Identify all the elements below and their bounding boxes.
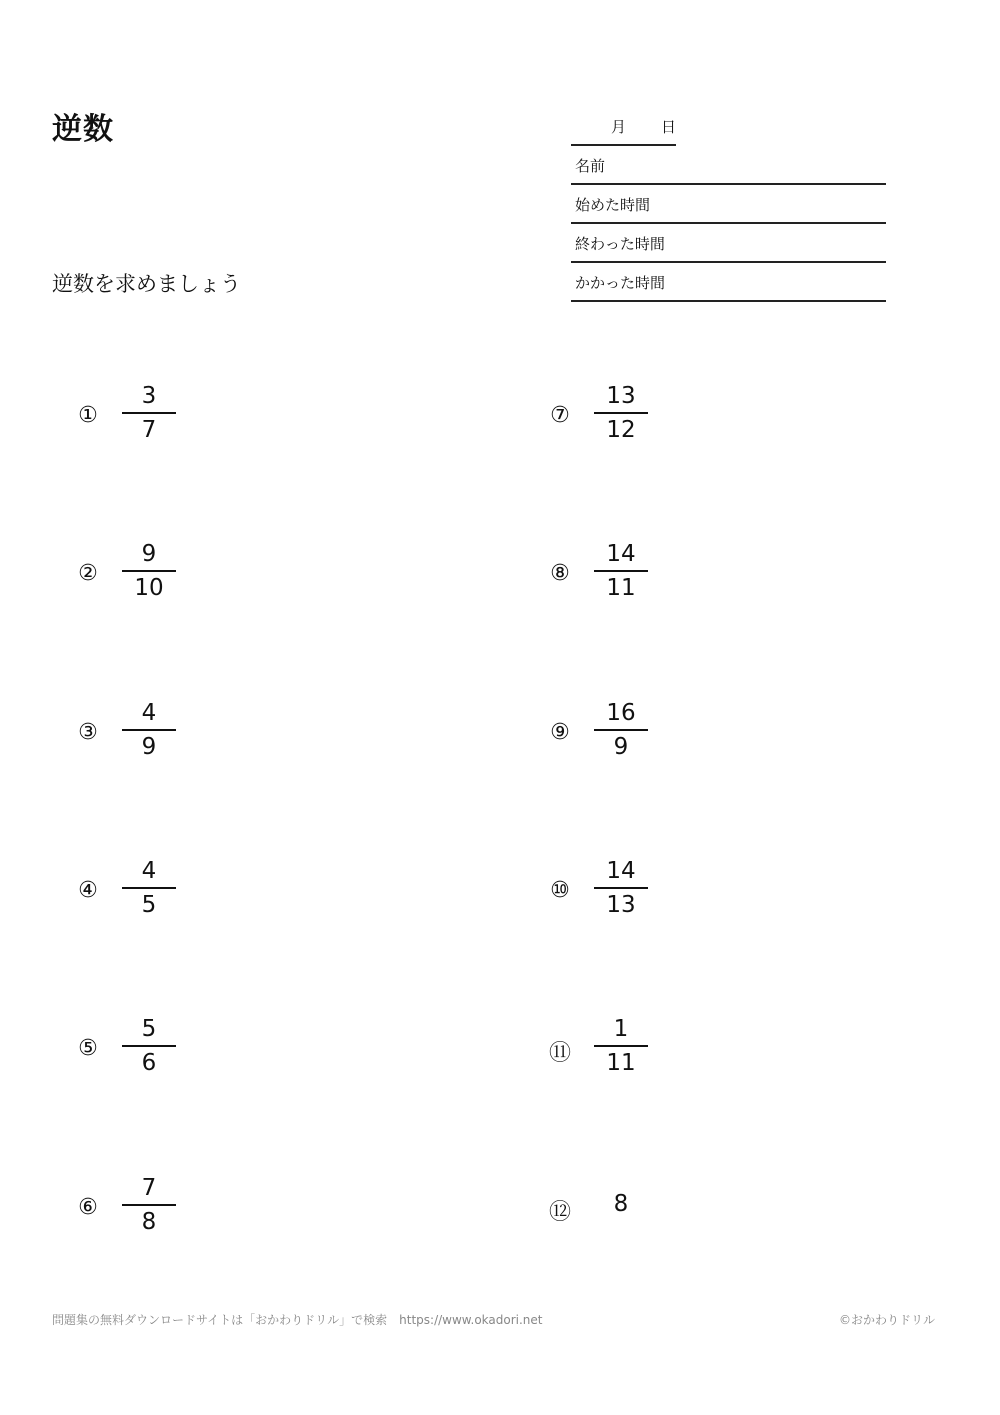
numerator: 5 [141, 1016, 157, 1042]
end-time-label: 終わった時間 [575, 235, 665, 253]
denominator: 10 [134, 575, 164, 601]
problem-12 [545, 1173, 745, 1243]
name-label: 名前 [575, 157, 606, 175]
problem-number: ⑫ [548, 1200, 571, 1225]
fraction-bar [594, 570, 648, 572]
problem-5 [73, 1014, 273, 1084]
fraction [122, 381, 176, 445]
denominator: 6 [141, 1050, 157, 1076]
fraction [122, 1014, 176, 1078]
fraction-bar [122, 1204, 176, 1206]
numerator: 14 [606, 858, 636, 884]
numerator: 9 [141, 541, 157, 567]
fraction-bar [122, 887, 176, 889]
name-field [571, 145, 886, 185]
denominator: 8 [141, 1209, 157, 1235]
numerator: 4 [141, 700, 157, 726]
numerator: 1 [613, 1016, 629, 1042]
fraction-bar [122, 1045, 176, 1047]
instruction-text: 逆数を求めましょう [52, 272, 241, 296]
fraction-bar [594, 1045, 648, 1047]
problem-number: ⑨ [550, 720, 570, 745]
numerator: 16 [606, 700, 636, 726]
numerator: 4 [141, 858, 157, 884]
fraction-bar [594, 887, 648, 889]
page-title: 逆数 [52, 112, 114, 147]
problem-6 [73, 1173, 273, 1243]
fraction-bar [594, 729, 648, 731]
start-time-field [571, 184, 886, 224]
whole-number: 8 [613, 1191, 629, 1217]
footer-copyright: ©おかわりドリル [838, 1313, 935, 1327]
fraction [122, 698, 176, 762]
footer-site-text: 問題集の無料ダウンロードサイトは「おかわりドリル」で検索 https://www.okadori.net [52, 1313, 543, 1327]
fraction [122, 856, 176, 920]
fraction [594, 1014, 648, 1078]
start-time-label: 始めた時間 [575, 196, 651, 214]
month-label: 月 [611, 118, 627, 136]
denominator: 11 [606, 575, 636, 601]
problem-7 [545, 381, 745, 451]
denominator: 5 [141, 892, 157, 918]
problem-11 [545, 1014, 745, 1084]
numerator: 13 [606, 383, 636, 409]
denominator: 9 [141, 734, 157, 760]
problem-9 [545, 698, 745, 768]
problem-number: ⑪ [548, 1041, 571, 1066]
fraction [594, 539, 648, 603]
denominator: 12 [606, 417, 636, 443]
problem-3 [73, 698, 273, 768]
numerator: 3 [141, 383, 157, 409]
numerator: 7 [141, 1175, 157, 1201]
numerator: 14 [606, 541, 636, 567]
problem-8 [545, 539, 745, 609]
fraction-bar [122, 729, 176, 731]
fraction [122, 539, 176, 603]
denominator: 7 [141, 417, 157, 443]
problem-number: ⑤ [78, 1036, 98, 1061]
fraction-bar [594, 412, 648, 414]
fraction-bar [122, 570, 176, 572]
problem-10 [545, 856, 745, 926]
problem-number: ② [78, 561, 98, 586]
denominator: 13 [606, 892, 636, 918]
denominator: 9 [613, 734, 629, 760]
elapsed-time-label: かかった時間 [575, 274, 666, 292]
problem-number: ① [78, 403, 98, 428]
problem-number: ⑧ [550, 561, 570, 586]
denominator: 11 [606, 1050, 636, 1076]
fraction-bar [122, 412, 176, 414]
fraction [594, 698, 648, 762]
date-field [571, 114, 676, 146]
fraction [594, 381, 648, 445]
end-time-field [571, 223, 886, 263]
fraction [594, 856, 648, 920]
day-label: 日 [661, 118, 677, 136]
problem-4 [73, 856, 273, 926]
problem-number: ⑦ [550, 403, 570, 428]
problem-1 [73, 381, 273, 451]
problem-number: ③ [78, 720, 98, 745]
problem-number: ⑥ [78, 1195, 98, 1220]
problem-2 [73, 539, 273, 609]
elapsed-time-field [571, 262, 886, 302]
problem-number: ⑩ [550, 878, 570, 903]
fraction [122, 1173, 176, 1237]
problem-number: ④ [78, 878, 98, 903]
